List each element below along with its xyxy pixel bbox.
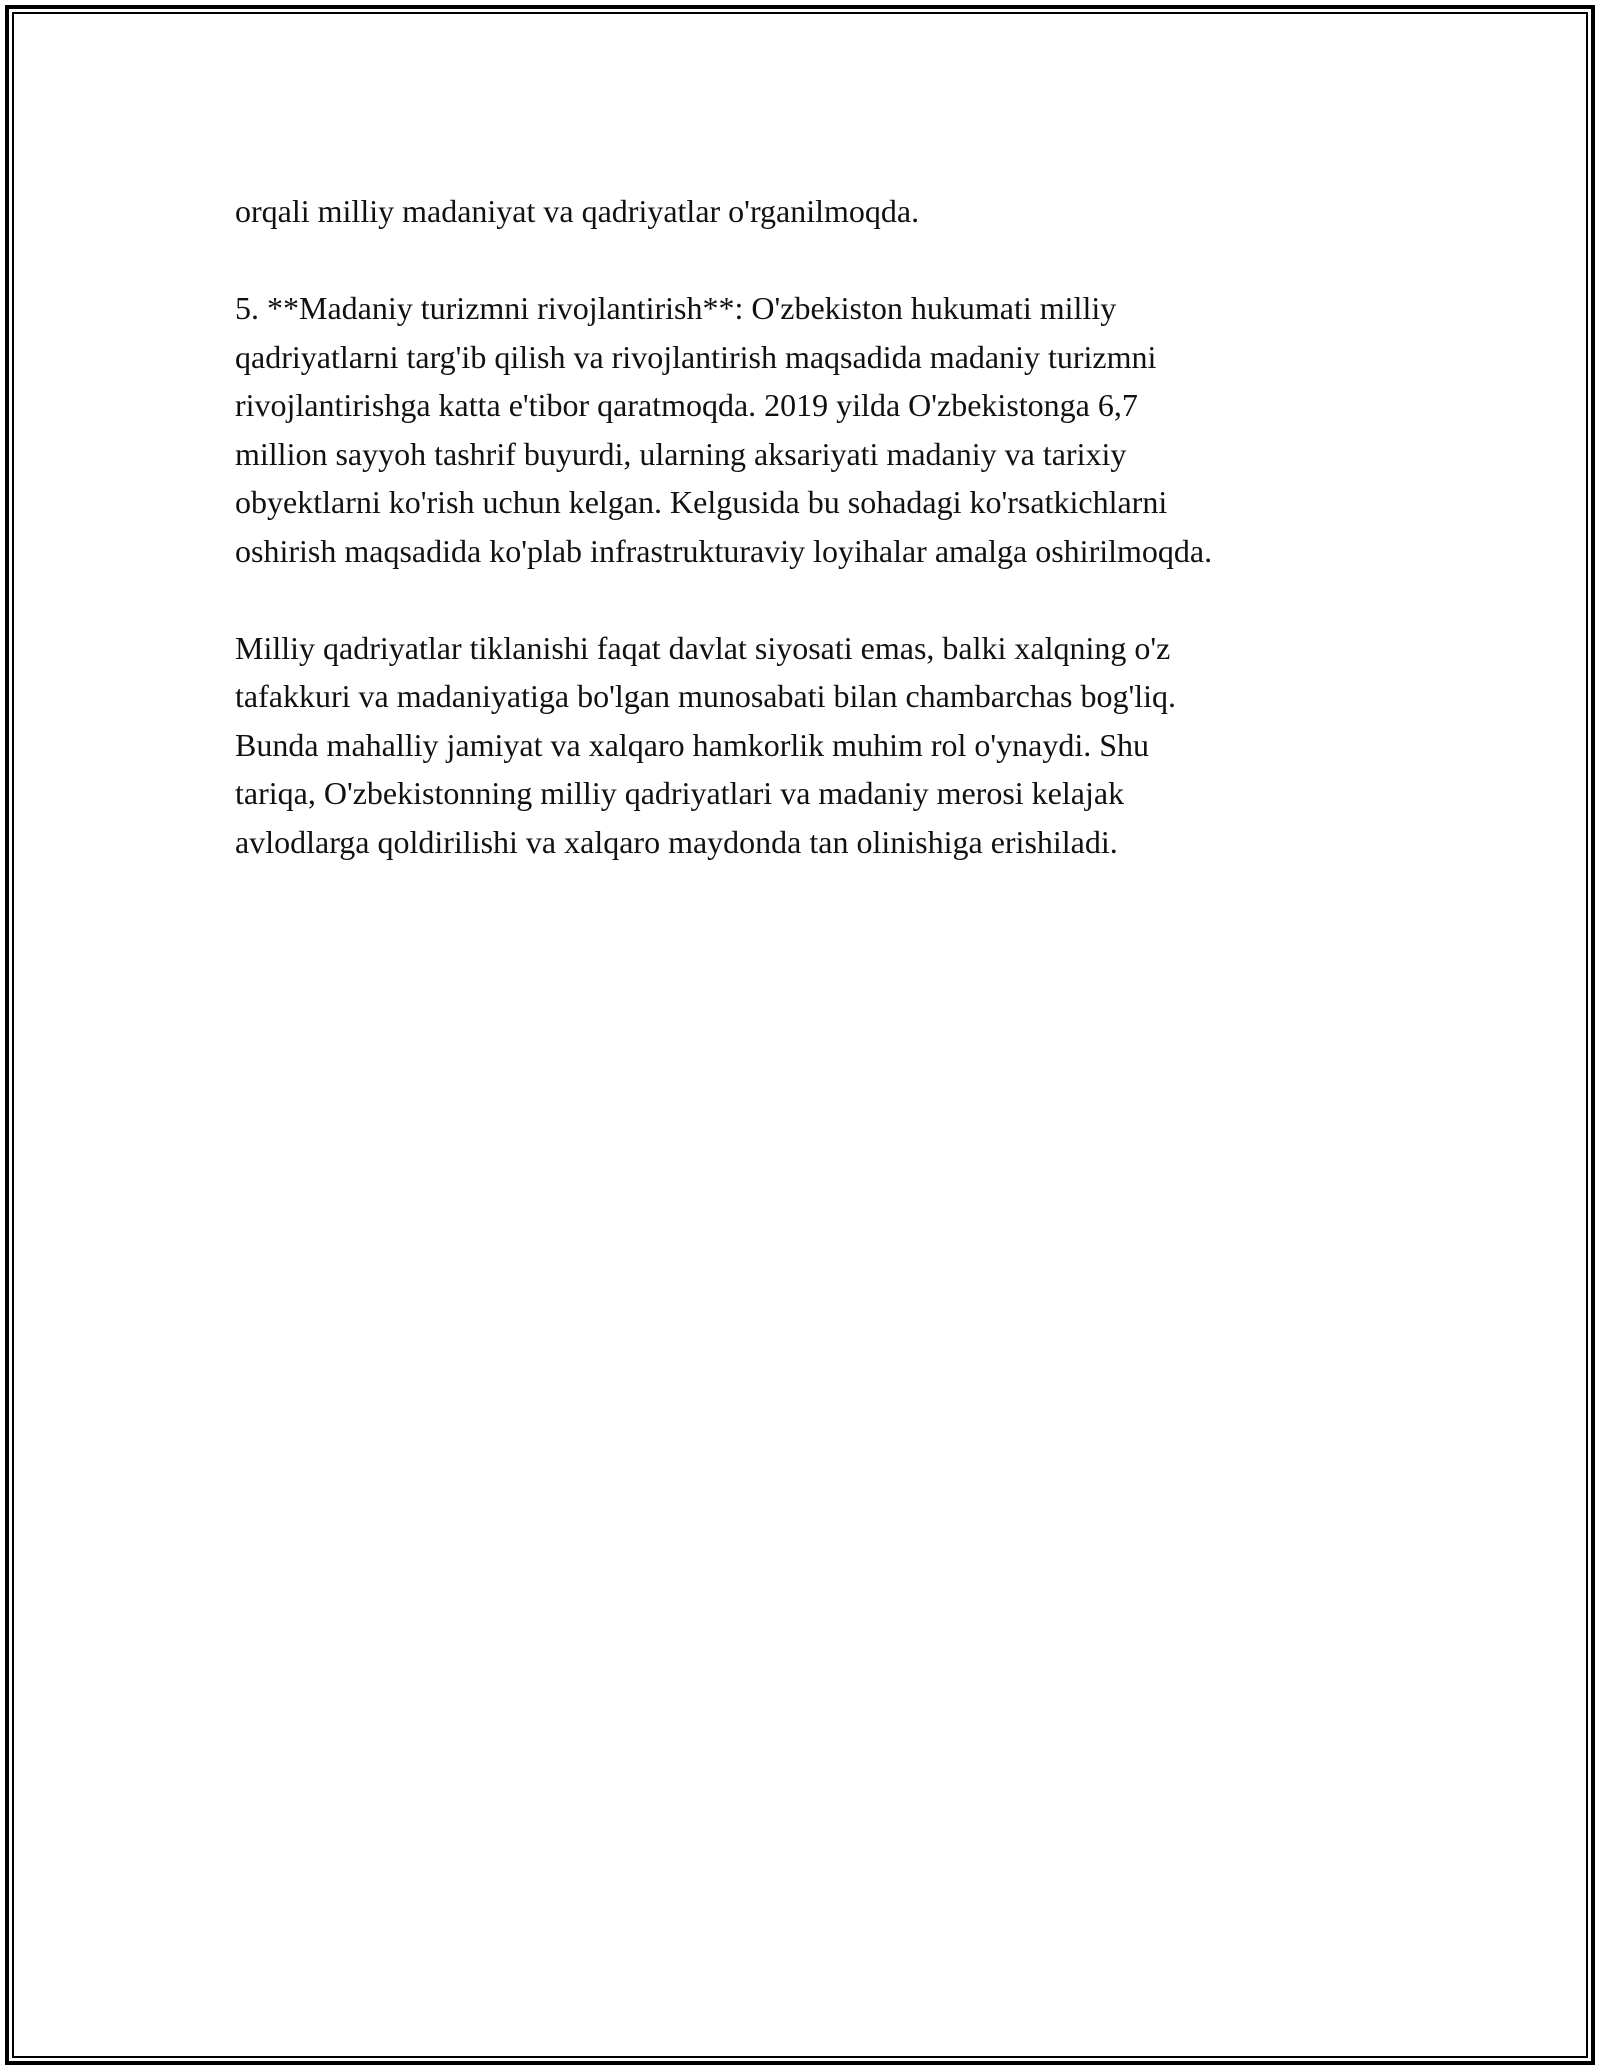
text-line: 5. **Madaniy turizmni rivojlantirish**: O'zbekiston hukumati milliy (235, 290, 1117, 326)
text-line: rivojlantirishga katta e'tibor qaratmoqda. 2019 yilda O'zbekistonga 6,7 (235, 387, 1138, 423)
text-line: obyektlarni ko'rish uchun kelgan. Kelgusida bu sohadagi ko'rsatkichlarni (235, 484, 1168, 520)
text-line: tafakkuri va madaniyatiga bo'lgan munosabati bilan chambarchas bog'liq. (235, 678, 1177, 714)
paragraph-cultural-tourism (235, 284, 1375, 575)
text-line: million sayyoh tashrif buyurdi, ularning aksariyati madaniy va tarixiy (235, 435, 1127, 472)
paragraph-continuation (235, 187, 1375, 236)
text-line: oshirish maqsadida ko'plab infrastrukturaviy loyihalar amalga oshirilmoqda. (235, 532, 1213, 569)
text-line: orqali milliy madaniyat va qadriyatlar o'rganilmoqda. (235, 193, 920, 229)
text-line: qadriyatlarni targ'ib qilish va rivojlantirish maqsadida madaniy turizmni (235, 338, 1157, 375)
paragraph-spacer (235, 236, 1375, 285)
text-line: avlodlarga qoldirilishi va xalqaro maydonda tan olinishiga erishiladi. (235, 823, 1118, 860)
paragraph-conclusion (235, 624, 1375, 867)
paragraph-spacer (235, 575, 1375, 624)
text-line: tariqa, O'zbekistonning milliy qadriyatlari va madaniy merosi kelajak (235, 775, 1125, 811)
text-line: Bunda mahalliy jamiyat va xalqaro hamkorlik muhim rol o'ynaydi. Shu (235, 726, 1150, 763)
text-line: Milliy qadriyatlar tiklanishi faqat davlat siyosati emas, balki xalqning o'z (235, 629, 1171, 666)
document-body (235, 187, 1375, 866)
